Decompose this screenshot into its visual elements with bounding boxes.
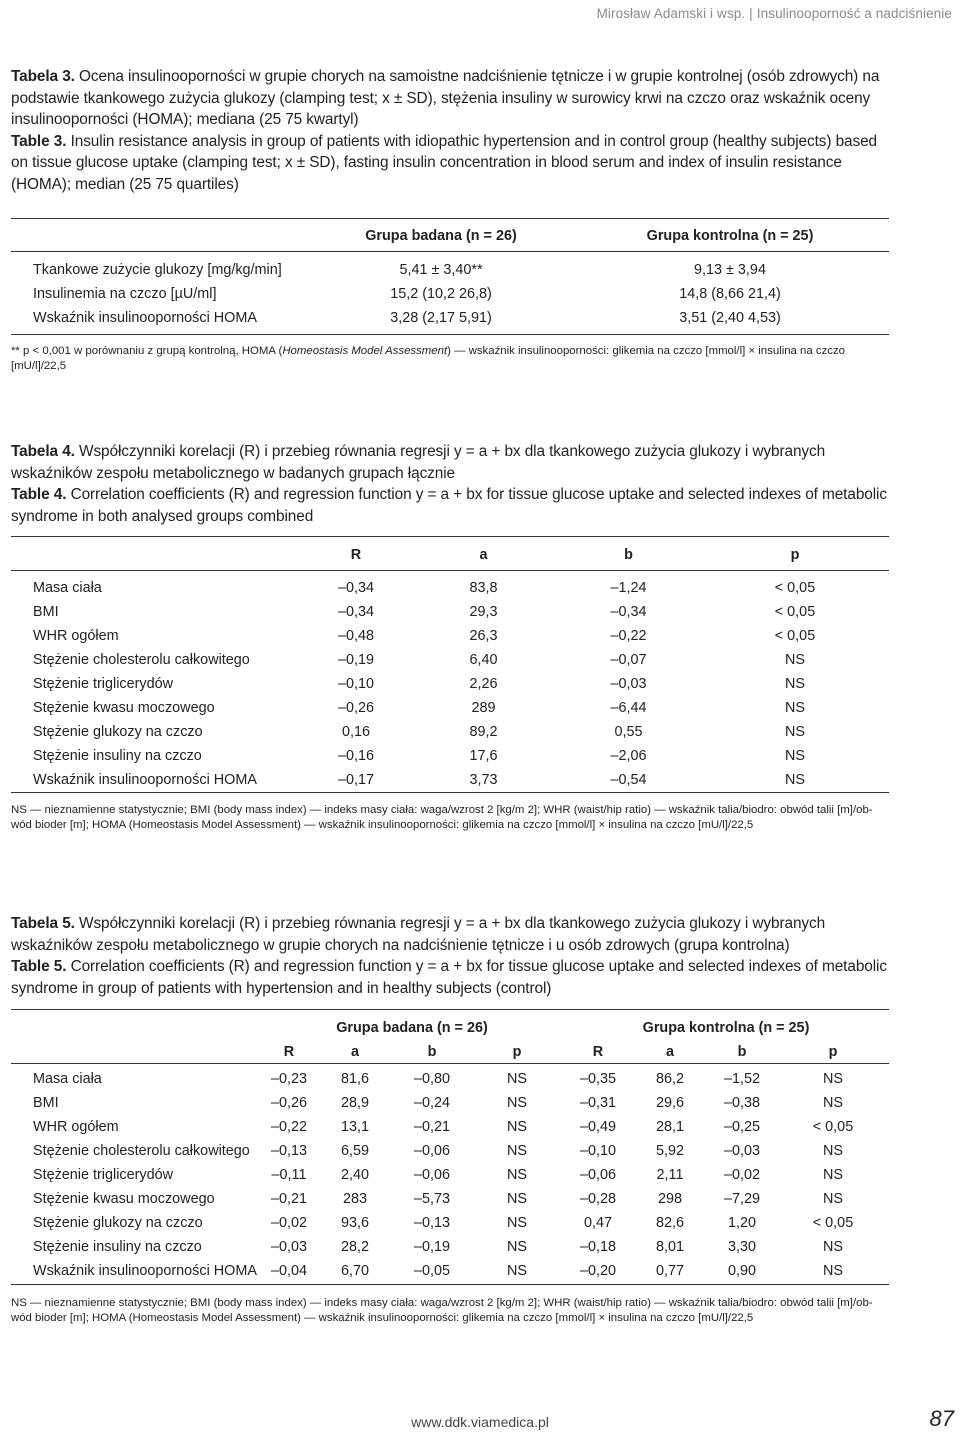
table4-cell: –0,10	[337, 676, 374, 692]
table4-cell: –0,19	[337, 652, 374, 668]
table5-cell: 82,6	[655, 1215, 684, 1231]
table4-body	[11, 576, 889, 792]
table4-title-pl: Współczynniki korelacji (R) i przebieg równania regresji y = a + bx dla tkankowego zużycia glukozy i wybranych wskaźników zespołu metabolicznego w badanych grupach łącznie	[11, 443, 826, 482]
table5-row-label: Stężenie glukozy na czczo	[33, 1215, 203, 1231]
table5-cell: –0,02	[270, 1215, 307, 1231]
table5-cell: NS	[823, 1167, 843, 1183]
table5-header-row	[11, 1040, 889, 1064]
table5-row	[11, 1067, 889, 1091]
table4-cell: –0,34	[337, 580, 374, 596]
table5-cell: NS	[823, 1071, 843, 1087]
table5-header-blank	[11, 1040, 261, 1064]
table3-cell: 9,13 ± 3,94	[694, 262, 766, 278]
table5-cell: NS	[507, 1119, 527, 1135]
table5-cell: –0,06	[413, 1167, 450, 1183]
table5-cell: –0,26	[270, 1095, 307, 1111]
table4-row-label: Stężenie glukozy na czczo	[33, 724, 203, 740]
table4-cell: NS	[785, 676, 805, 692]
table4-cell: –6,44	[610, 700, 647, 716]
table4-row-label: Stężenie triglicerydów	[33, 676, 173, 692]
table5-row-label: BMI	[33, 1095, 59, 1111]
table3-footnote-part: ** p < 0,001 w porównaniu z grupą kontrolną, HOMA (	[11, 345, 283, 357]
table5-cell: –0,38	[723, 1095, 760, 1111]
table5-cell: 5,92	[655, 1143, 684, 1159]
table5-cell: 86,2	[655, 1071, 684, 1087]
table3-footnote	[11, 344, 889, 374]
table4-cell: NS	[785, 652, 805, 668]
table3-cell: 14,8 (8,66 21,4)	[679, 286, 781, 302]
table4-header-cell: b	[624, 547, 633, 563]
table5-row-label: Masa ciała	[33, 1071, 102, 1087]
table4-cell: 17,6	[469, 748, 498, 764]
table4-cell: NS	[785, 724, 805, 740]
table3-cell: 15,2 (10,2 26,8)	[390, 286, 492, 302]
table5-row	[11, 1115, 889, 1139]
table5-cell: –0,20	[579, 1263, 616, 1279]
table5-header-cell: R	[592, 1044, 604, 1060]
table5-cell: 29,6	[655, 1095, 684, 1111]
table5-cell: –0,25	[723, 1119, 760, 1135]
table5-cell: –0,10	[579, 1143, 616, 1159]
table3-row-label: Wskaźnik insulinooporności HOMA	[33, 310, 257, 326]
table3-row-label: Insulinemia na czczo [µU/ml]	[33, 286, 217, 302]
table4-header-cell: R	[350, 547, 362, 563]
table4-row-label: Masa ciała	[33, 580, 102, 596]
table4-cell: < 0,05	[774, 628, 816, 644]
table3-body	[11, 258, 889, 330]
table5-cell: –0,02	[723, 1167, 760, 1183]
table3-row	[11, 282, 889, 306]
table5-cell: 0,90	[727, 1263, 756, 1279]
table4-caption-pl	[11, 441, 891, 484]
table3-top-rule	[11, 218, 889, 219]
table4-cell: –2,06	[610, 748, 647, 764]
table4-cell: 289	[471, 700, 496, 716]
table4-cell: 89,2	[469, 724, 498, 740]
table5-group-header: Grupa badana (n = 26)	[336, 1020, 488, 1036]
table5-footnote-line: NS — nieznamienne statystycznie; BMI (body mass index) — indeks masy ciała: waga/wzrost 2 [kg/m 2]; WHR (waist/hip ratio) — wskaźnik talia/biodro: obwód talii [m]/ob-	[11, 1297, 873, 1309]
table5-cell: –0,19	[413, 1239, 450, 1255]
table5-cell: 6,70	[340, 1263, 369, 1279]
table5-cell: –0,22	[270, 1119, 307, 1135]
table5-footnote-line: wód bioder [m]; HOMA (Homeostasis Model Assessment) — wskaźnik insulinooporności: glikemia na czczo [mmol/l] × insulina na czczo [mU/l]/22,5	[11, 1312, 754, 1324]
table5-cell: 28,9	[340, 1095, 369, 1111]
table4-label-en: Table 4.	[11, 486, 67, 503]
table5-cell: –1,52	[723, 1071, 760, 1087]
table5-cell: < 0,05	[812, 1215, 854, 1231]
table5-title-pl: Współczynniki korelacji (R) i przebieg równania regresji y = a + bx dla tkankowego zużycia glukozy i wybranych wskaźników zespołu metabolicznego w grupie chorych na nadciśnienie tętnicze i u osób zdrowych (grupa kontrolna)	[11, 915, 826, 954]
table5-cell: 298	[657, 1191, 682, 1207]
table3-label-pl: Tabela 3.	[11, 68, 75, 85]
table5-row-label: Wskaźnik insulinooporności HOMA	[33, 1263, 257, 1279]
table5-row-label: Stężenie insuliny na czczo	[33, 1239, 202, 1255]
table4-row-label: WHR ogółem	[33, 628, 119, 644]
table5-cell: NS	[507, 1239, 527, 1255]
table4-cell: –0,22	[610, 628, 647, 644]
table3-cell: 5,41 ± 3,40**	[399, 262, 483, 278]
table5-cell: NS	[823, 1239, 843, 1255]
page-number: 87	[929, 1406, 954, 1431]
table4-header-cell: p	[790, 547, 800, 563]
table4-row-label: Stężenie cholesterolu całkowitego	[33, 652, 250, 668]
table5-header-cell: R	[283, 1044, 295, 1060]
table4-row-label: Wskaźnik insulinooporności HOMA	[33, 772, 257, 788]
table4-header-cell	[11, 543, 301, 567]
table5-row	[11, 1187, 889, 1211]
table3-header-cell: Grupa badana (n = 26)	[365, 228, 517, 244]
table5-header-cell: p	[512, 1044, 522, 1060]
table3-row	[11, 258, 889, 282]
table5-header-cell: p	[828, 1044, 838, 1060]
table5-cell: –0,28	[579, 1191, 616, 1207]
table5-cell: 8,01	[655, 1239, 684, 1255]
table5-cell: 2,11	[656, 1167, 684, 1183]
table4-row	[11, 720, 889, 744]
table5-cell: 1,20	[727, 1215, 756, 1231]
table4-row	[11, 744, 889, 768]
table4-top-rule	[11, 536, 889, 537]
table5-cell: –0,24	[413, 1095, 450, 1111]
table4-header-cell: a	[479, 547, 488, 563]
table5-cell: NS	[507, 1071, 527, 1087]
table4-cell: 0,55	[614, 724, 643, 740]
table3-caption-pl	[11, 66, 891, 131]
table3-cell: 3,28 (2,17 5,91)	[390, 310, 492, 326]
table4-cell: 83,8	[469, 580, 498, 596]
table3-bottom-rule	[11, 334, 889, 335]
table3-row	[11, 306, 889, 330]
table3-label-en: Table 3.	[11, 132, 67, 150]
table5-cell: NS	[823, 1263, 843, 1279]
table5-cell: 6,59	[340, 1143, 369, 1159]
table5-cell: NS	[823, 1143, 843, 1159]
table5-row	[11, 1211, 889, 1235]
table3-header-cell	[11, 224, 311, 248]
table4-caption-en	[11, 484, 891, 527]
table5-caption-pl	[11, 913, 891, 956]
table5-cell: < 0,05	[812, 1119, 854, 1135]
table5-cell: –5,73	[413, 1191, 450, 1207]
table5-header-blank	[11, 1016, 261, 1040]
table5-cell: –0,80	[413, 1071, 450, 1087]
running-head: Mirosław Adamski i wsp. | Insulinooporność a nadciśnienie	[596, 6, 952, 21]
table3-header-cell: Grupa kontrolna (n = 25)	[646, 228, 814, 244]
table5-cell: –0,23	[270, 1071, 307, 1087]
table4-header-rule	[11, 570, 889, 571]
table5-cell: –0,35	[579, 1071, 616, 1087]
table5-cell: –0,18	[579, 1239, 616, 1255]
table5-row-label: Stężenie kwasu moczowego	[33, 1191, 215, 1207]
table5-row-label: Stężenie cholesterolu całkowitego	[33, 1143, 250, 1159]
table3-header-row	[11, 224, 889, 248]
table5-footnote	[11, 1296, 889, 1326]
table5-row	[11, 1235, 889, 1259]
table4-cell: < 0,05	[774, 604, 816, 620]
table5-cell: –0,11	[271, 1167, 307, 1183]
table5-cell: –0,31	[579, 1095, 616, 1111]
table4-cell: –0,54	[610, 772, 647, 788]
table5-row-label: WHR ogółem	[33, 1119, 119, 1135]
table4-title-en: Correlation coefficients (R) and regression function y = a + bx for tissue glucose uptake and selected indexes of metabolic syndrome in both analysed groups combined	[11, 486, 887, 525]
table4-cell: 3,73	[469, 772, 498, 788]
table4-cell: 29,3	[469, 604, 498, 620]
table5-header-cell: a	[350, 1044, 359, 1060]
table5-row	[11, 1139, 889, 1163]
table4-cell: –0,07	[610, 652, 647, 668]
table4-row	[11, 576, 889, 600]
table5-cell: –0,13	[413, 1215, 450, 1231]
table4-header-row	[11, 543, 889, 567]
table5-cell: NS	[507, 1143, 527, 1159]
table5-caption-en	[11, 956, 891, 999]
table5-cell: NS	[507, 1167, 527, 1183]
table3-title-en: Insulin resistance analysis in group of patients with idiopathic hypertension and in control group (healthy subjects) based on tissue glucose uptake (clamping test; x ± SD), fasting insulin concentration in blood serum and index of insulin resistance (HOMA); median (25 75 quartiles)	[11, 132, 878, 193]
table4-row	[11, 672, 889, 696]
table4-row	[11, 696, 889, 720]
table4-cell: –0,03	[610, 676, 647, 692]
table5-header-rule	[11, 1063, 889, 1064]
table5-cell: 0,77	[655, 1263, 684, 1279]
table5-row-label: Stężenie triglicerydów	[33, 1167, 173, 1183]
table5-cell: –0,05	[413, 1263, 450, 1279]
table5-cell: NS	[507, 1191, 527, 1207]
table3-footnote-italic: Homeostasis Model Assessment	[282, 345, 448, 357]
table5-cell: –0,21	[413, 1119, 450, 1135]
table4-cell: –0,17	[337, 772, 374, 788]
table5-cell: –0,13	[270, 1143, 307, 1159]
table4-bottom-rule	[11, 792, 889, 793]
table5-cell: –0,49	[579, 1119, 616, 1135]
table5-row	[11, 1259, 889, 1283]
table5-cell: –0,06	[413, 1143, 450, 1159]
table4-caption	[11, 441, 891, 527]
table4-cell: 2,26	[469, 676, 498, 692]
table3-cell: 3,51 (2,40 4,53)	[679, 310, 781, 326]
table5-cell: 28,2	[340, 1239, 369, 1255]
table4-footnote	[11, 803, 889, 833]
table4-cell: < 0,05	[774, 580, 816, 596]
table5-title-en: Correlation coefficients (R) and regression function y = a + bx for tissue glucose uptake and selected indexes of metabolic syndrome in group of patients with hypertension and in healthy subjects (control)	[11, 958, 887, 997]
table4-row	[11, 648, 889, 672]
table5-top-rule	[11, 1009, 889, 1010]
table4-cell: –0,34	[610, 604, 647, 620]
footer-url: www.ddk.viamedica.pl	[411, 1414, 549, 1430]
table5-header-cell: a	[665, 1044, 674, 1060]
table5-cell: 2,40	[340, 1167, 369, 1183]
table4-label-pl: Tabela 4.	[11, 443, 75, 460]
table5-cell: –0,04	[270, 1263, 307, 1279]
table4-cell: 0,16	[341, 724, 370, 740]
table5-cell: NS	[507, 1095, 527, 1111]
table5-bottom-rule	[11, 1284, 889, 1285]
table5-cell: 0,47	[583, 1215, 612, 1231]
table4-cell: –0,26	[337, 700, 374, 716]
table4-footnote-line: wód bioder [m]; HOMA (Homeostasis Model Assessment) — wskaźnik insulinooporności: glikemia na czczo [mmol/l] × insulina na czczo [mU/l]/22,5	[11, 819, 754, 831]
table4-cell: –1,24	[610, 580, 647, 596]
table5-cell: NS	[823, 1095, 843, 1111]
table5-cell: –0,03	[270, 1239, 307, 1255]
table5-cell: 3,30	[727, 1239, 756, 1255]
table5-cell: 93,6	[340, 1215, 369, 1231]
table5-cell: NS	[507, 1263, 527, 1279]
table5-caption	[11, 913, 891, 999]
running-head-authors: Mirosław Adamski i wsp.	[596, 6, 746, 21]
table5-cell: –0,03	[723, 1143, 760, 1159]
table5-cell: 81,6	[340, 1071, 369, 1087]
table5-cell: 28,1	[655, 1119, 684, 1135]
table5-cell: NS	[507, 1215, 527, 1231]
table4-footnote-line: NS — nieznamienne statystycznie; BMI (body mass index) — indeks masy ciała: waga/wzrost 2 [kg/m 2]; WHR (waist/hip ratio) — wskaźnik talia/biodro: obwód talii [m]/ob-	[11, 804, 873, 816]
table3-title-pl: Ocena insulinooporności w grupie chorych na samoistne nadciśnienie tętnicze i w grupie kontrolnej (osób zdrowych) na podstawie tkankowego zużycia glukozy (clamping test; x ± SD), stężenia insuliny w surowicy krwi na czczo oraz wskaźnik oceny insulinooporności (HOMA); mediana (25 75 kwartyl)	[11, 68, 880, 128]
table4-head	[11, 543, 889, 567]
running-head-title: Insulinooporność a nadciśnienie	[756, 6, 952, 21]
table4-row	[11, 600, 889, 624]
table4-cell: NS	[785, 700, 805, 716]
table4-row-label: Stężenie kwasu moczowego	[33, 700, 215, 716]
table5-row	[11, 1163, 889, 1187]
table3-caption-en	[11, 131, 891, 196]
table4-cell: NS	[785, 772, 805, 788]
table5-label-en: Table 5.	[11, 958, 67, 975]
table5-label-pl: Tabela 5.	[11, 915, 75, 932]
table3-caption	[11, 66, 891, 195]
table4-cell: –0,34	[337, 604, 374, 620]
table3-footnote-part: ) — wskaźnik insulinooporności: glikemia na czczo [mmol/l] × insulina na czczo [mU/l]/22,5	[11, 345, 846, 372]
table5-row	[11, 1091, 889, 1115]
table5-group-header: Grupa kontrolna (n = 25)	[642, 1020, 810, 1036]
table4-cell: –0,16	[337, 748, 374, 764]
table5-header-cell: b	[737, 1044, 747, 1060]
table4-cell: 6,40	[469, 652, 498, 668]
table5-cell: –0,21	[270, 1191, 307, 1207]
table3-header-rule	[11, 251, 889, 252]
table5-cell: –7,29	[723, 1191, 760, 1207]
table4-cell: NS	[785, 748, 805, 764]
table5-group-header-row	[11, 1016, 889, 1040]
table4-cell: 26,3	[469, 628, 498, 644]
table5-cell: 283	[342, 1191, 367, 1207]
table4-cell: –0,48	[337, 628, 374, 644]
table4-row-label: BMI	[33, 604, 59, 620]
table5-cell: NS	[823, 1191, 843, 1207]
table4-row	[11, 624, 889, 648]
table4-row-label: Stężenie insuliny na czczo	[33, 748, 202, 764]
table5-head	[11, 1016, 889, 1064]
table3	[11, 224, 889, 248]
table5-header-cell: b	[427, 1044, 437, 1060]
table5-cell: 13,1	[340, 1119, 369, 1135]
table3-row-label: Tkankowe zużycie glukozy [mg/kg/min]	[33, 262, 282, 278]
table5-cell: –0,06	[579, 1167, 616, 1183]
table4-row	[11, 768, 889, 792]
table5-body	[11, 1067, 889, 1283]
